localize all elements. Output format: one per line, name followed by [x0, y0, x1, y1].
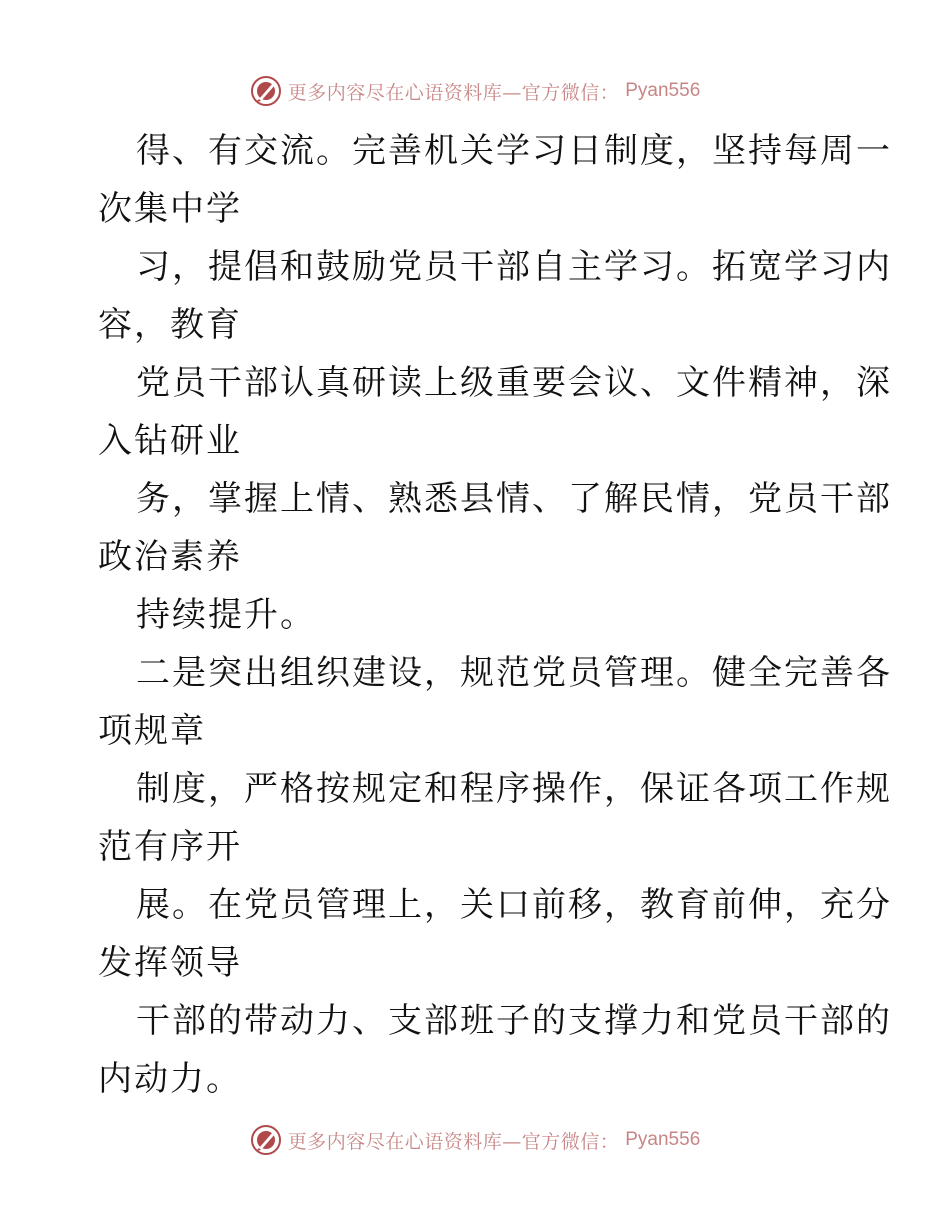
banner-wechat-id: Pyan556 — [625, 80, 701, 101]
text-line: 持续提升。 — [136, 595, 316, 635]
text-line: 次集中学 — [98, 189, 242, 229]
text-line: 制度，严格按规定和程序操作，保证各项工作规 — [136, 769, 892, 809]
banner-wechat-id: Pyan556 — [625, 1129, 701, 1150]
text-line: 务，掌握上情、熟悉县情、了解民情，党员干部 — [136, 479, 892, 519]
header-banner — [0, 71, 950, 111]
text-line: 范有序开 — [98, 827, 242, 867]
text-line: 干部的带动力、支部班子的支撑力和党员干部的 — [136, 1001, 892, 1041]
text-line: 政治素养 — [98, 537, 242, 577]
text-line: 习，提倡和鼓励党员干部自主学习。拓宽学习内 — [136, 247, 892, 287]
text-line: 项规章 — [98, 711, 206, 751]
text-line: 内动力。 — [98, 1059, 242, 1099]
footer-banner — [0, 1120, 950, 1160]
fountain-pen-seal-icon — [250, 1124, 282, 1156]
text-line: 二是突出组织建设，规范党员管理。健全完善各 — [136, 653, 892, 693]
banner-text: 更多内容尽在心语资料库—官方微信： — [287, 81, 620, 104]
fountain-pen-seal-icon — [250, 75, 282, 107]
text-line: 党员干部认真研读上级重要会议、文件精神，深 — [136, 363, 892, 403]
document-body — [98, 122, 892, 1108]
text-line: 得、有交流。完善机关学习日制度，坚持每周一 — [136, 131, 892, 171]
text-line: 容，教育 — [98, 305, 242, 345]
text-line: 入钻研业 — [98, 421, 242, 461]
text-line: 发挥领导 — [98, 943, 242, 983]
text-line: 展。在党员管理上，关口前移，教育前伸，充分 — [136, 885, 892, 925]
banner-text: 更多内容尽在心语资料库—官方微信： — [287, 1130, 620, 1153]
